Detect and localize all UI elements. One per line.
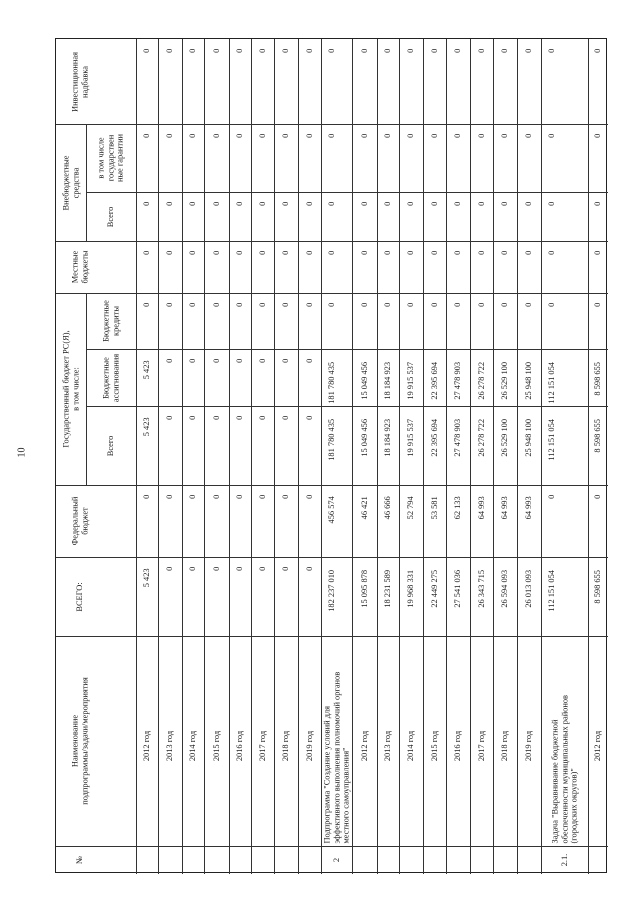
header-offbudget-guarantees: в том числе государствен ные гарантии: [96, 133, 125, 183]
cell-off-total: 0: [165, 201, 175, 207]
cell-off-guar: 0: [165, 133, 175, 139]
cell-off-total: 0: [235, 201, 245, 207]
row-name: Подпрограмма "Создание условий для эффективного выполнения полномочий органов местного самоуправления": [322, 671, 351, 844]
table-rule: [470, 39, 471, 874]
cell-state-assign: 27 478 903: [453, 361, 463, 400]
cell-invest: 0: [383, 48, 393, 54]
cell-off-total: 0: [429, 201, 439, 207]
cell-local: 0: [429, 250, 439, 256]
row-name: 2014 год: [406, 730, 416, 762]
cell-off-guar: 0: [257, 133, 267, 139]
cell-federal: 53 581: [429, 496, 439, 520]
cell-total: 5 423: [142, 568, 152, 588]
table-rule: [136, 846, 608, 847]
header-state-group: Государственный бюджет РС(Я), в том числе:: [61, 330, 80, 448]
cell-federal: 52 794: [406, 496, 416, 520]
cell-state-assign: 26 278 722: [476, 361, 486, 400]
cell-state-total: 112 151 054: [547, 419, 557, 461]
table-rule: [136, 241, 608, 242]
cell-total: 26 013 093: [524, 569, 534, 608]
cell-off-guar: 0: [593, 133, 603, 139]
row-name: 2019 год: [524, 730, 534, 762]
cell-state-assign: 0: [304, 358, 314, 364]
table-rule: [423, 39, 424, 874]
cell-total: 0: [165, 566, 175, 572]
row-name: 2012 год: [359, 730, 369, 762]
cell-federal: 0: [211, 494, 221, 500]
cell-invest: 0: [327, 48, 337, 54]
cell-off-guar: 0: [327, 133, 337, 139]
table-rule: [158, 39, 159, 874]
cell-off-guar: 0: [235, 133, 245, 139]
table-rule: [136, 39, 137, 874]
cell-invest: 0: [142, 48, 152, 54]
table-rule: [86, 192, 136, 193]
cell-total: 26 594 093: [500, 569, 510, 608]
table-rule: [588, 39, 589, 874]
header-local: Местные бюджеты: [70, 250, 89, 284]
budget-table: [55, 38, 607, 873]
cell-invest: 0: [281, 48, 291, 54]
cell-invest: 0: [406, 48, 416, 54]
table-rule: [136, 293, 608, 294]
cell-off-total: 0: [500, 201, 510, 207]
cell-invest: 0: [476, 48, 486, 54]
cell-state-credit: 0: [547, 302, 557, 308]
cell-federal: 0: [235, 494, 245, 500]
cell-invest: 0: [547, 48, 557, 54]
table-rule: [86, 293, 87, 485]
cell-state-total: 0: [165, 415, 175, 421]
cell-off-total: 0: [304, 201, 314, 207]
cell-state-total: 0: [281, 415, 291, 421]
cell-off-total: 0: [327, 201, 337, 207]
header-offbudget-total: Всего: [106, 206, 116, 227]
cell-total: 22 449 275: [429, 569, 439, 608]
cell-off-total: 0: [383, 201, 393, 207]
table-rule: [136, 485, 608, 486]
cell-invest: 0: [524, 48, 534, 54]
row-name: 2013 год: [165, 730, 175, 762]
cell-state-credit: 0: [593, 302, 603, 308]
cell-invest: 0: [211, 48, 221, 54]
cell-state-total: 8 598 655: [593, 418, 603, 453]
cell-state-assign: 5 423: [142, 360, 152, 380]
cell-state-total: 18 184 923: [383, 418, 393, 457]
cell-state-total: 19 915 537: [406, 418, 416, 457]
cell-total: 15 095 878: [359, 569, 369, 608]
table-rule: [136, 124, 608, 125]
cell-off-guar: 0: [476, 133, 486, 139]
cell-total: 0: [257, 566, 267, 572]
row-name: 2018 год: [500, 730, 510, 762]
header-state-total: Всего: [106, 435, 116, 456]
cell-off-guar: 0: [304, 133, 314, 139]
table-rule: [136, 349, 608, 350]
cell-total: 0: [304, 566, 314, 572]
cell-invest: 0: [188, 48, 198, 54]
cell-state-credit: 0: [188, 302, 198, 308]
cell-federal: 0: [304, 494, 314, 500]
cell-federal: 62 133: [453, 496, 463, 520]
cell-invest: 0: [500, 48, 510, 54]
cell-federal: 0: [142, 494, 152, 500]
cell-off-guar: 0: [188, 133, 198, 139]
table-rule: [56, 293, 136, 294]
header-total: ВСЕГО:: [75, 581, 85, 612]
cell-invest: 0: [165, 48, 175, 54]
cell-federal: 64 993: [500, 496, 510, 520]
cell-state-total: 0: [304, 415, 314, 421]
cell-state-assign: 19 915 537: [406, 361, 416, 400]
cell-federal: 0: [257, 494, 267, 500]
cell-off-guar: 0: [524, 133, 534, 139]
cell-off-guar: 0: [429, 133, 439, 139]
cell-total: 19 968 331: [406, 569, 416, 608]
cell-state-credit: 0: [524, 302, 534, 308]
cell-federal: 0: [281, 494, 291, 500]
cell-federal: 0: [593, 494, 603, 500]
table-rule: [352, 39, 353, 874]
cell-state-assign: 0: [281, 358, 291, 364]
row-name: 2018 год: [281, 730, 291, 762]
cell-state-assign: 26 529 100: [500, 361, 510, 400]
cell-local: 0: [281, 250, 291, 256]
cell-local: 0: [453, 250, 463, 256]
table-rule: [251, 39, 252, 874]
cell-total: 27 541 036: [453, 569, 463, 608]
row-name: 2017 год: [476, 730, 486, 762]
cell-invest: 0: [359, 48, 369, 54]
cell-off-total: 0: [453, 201, 463, 207]
cell-state-assign: 8 598 655: [593, 361, 603, 396]
table-rule: [204, 39, 205, 874]
cell-off-total: 0: [547, 201, 557, 207]
table-rule: [56, 485, 136, 486]
table-rule: [229, 39, 230, 874]
table-rule: [136, 557, 608, 558]
cell-total: 182 237 010: [327, 570, 337, 612]
cell-state-credit: 0: [406, 302, 416, 308]
header-num: №: [75, 856, 85, 864]
cell-state-assign: 112 151 054: [547, 362, 557, 404]
cell-state-credit: 0: [429, 302, 439, 308]
cell-off-guar: 0: [211, 133, 221, 139]
cell-off-total: 0: [281, 201, 291, 207]
cell-off-guar: 0: [383, 133, 393, 139]
table-rule: [136, 192, 608, 193]
header-name: Наименование подпрограммы/задачи/мероприятия: [70, 677, 89, 805]
cell-invest: 0: [429, 48, 439, 54]
table-rule: [298, 39, 299, 874]
cell-local: 0: [547, 250, 557, 256]
table-rule: [446, 39, 447, 874]
row-name: 2013 год: [383, 730, 393, 762]
cell-local: 0: [257, 250, 267, 256]
row-name: 2017 год: [257, 730, 267, 762]
cell-state-credit: 0: [142, 302, 152, 308]
cell-federal: 0: [188, 494, 198, 500]
cell-off-total: 0: [524, 201, 534, 207]
row-name: 2014 год: [188, 730, 198, 762]
row-num: 2: [331, 857, 341, 863]
cell-federal: 64 993: [476, 496, 486, 520]
cell-federal: 0: [165, 494, 175, 500]
cell-invest: 0: [453, 48, 463, 54]
cell-local: 0: [524, 250, 534, 256]
row-name: 2015 год: [429, 730, 439, 762]
cell-federal: 456 574: [327, 496, 337, 524]
cell-state-assign: 0: [165, 358, 175, 364]
cell-federal: 46 666: [383, 496, 393, 520]
table-rule: [493, 39, 494, 874]
cell-off-guar: 0: [281, 133, 291, 139]
row-name: 2012 год: [142, 730, 152, 762]
cell-federal: 46 421: [359, 496, 369, 520]
cell-local: 0: [304, 250, 314, 256]
cell-total: 0: [211, 566, 221, 572]
cell-state-credit: 0: [500, 302, 510, 308]
cell-off-total: 0: [406, 201, 416, 207]
cell-state-assign: 0: [235, 358, 245, 364]
cell-state-credit: 0: [211, 302, 221, 308]
cell-state-credit: 0: [383, 302, 393, 308]
cell-state-credit: 0: [304, 302, 314, 308]
cell-federal: 0: [547, 494, 557, 500]
table-rule: [274, 39, 275, 874]
cell-local: 0: [383, 250, 393, 256]
cell-state-total: 0: [188, 415, 198, 421]
cell-state-assign: 0: [257, 358, 267, 364]
cell-local: 0: [593, 250, 603, 256]
cell-total: 112 151 054: [547, 570, 557, 612]
cell-local: 0: [235, 250, 245, 256]
cell-federal: 64 993: [524, 496, 534, 520]
cell-off-guar: 0: [453, 133, 463, 139]
page-number: 10: [16, 447, 28, 458]
cell-local: 0: [476, 250, 486, 256]
cell-total: 0: [235, 566, 245, 572]
cell-total: 0: [281, 566, 291, 572]
cell-local: 0: [406, 250, 416, 256]
cell-state-total: 181 780 435: [327, 419, 337, 461]
cell-state-total: 27 478 903: [453, 418, 463, 457]
cell-off-total: 0: [211, 201, 221, 207]
cell-state-assign: 0: [188, 358, 198, 364]
cell-off-total: 0: [593, 201, 603, 207]
cell-state-total: 22 395 694: [429, 418, 439, 457]
cell-local: 0: [211, 250, 221, 256]
cell-off-total: 0: [359, 201, 369, 207]
header-federal: Федеральный бюджет: [70, 496, 89, 546]
table-rule: [136, 636, 608, 637]
cell-state-assign: 25 948 100: [524, 361, 534, 400]
cell-off-guar: 0: [359, 133, 369, 139]
cell-state-assign: 15 049 456: [359, 361, 369, 400]
cell-invest: 0: [257, 48, 267, 54]
cell-off-total: 0: [476, 201, 486, 207]
table-rule: [399, 39, 400, 874]
cell-state-credit: 0: [165, 302, 175, 308]
cell-off-guar: 0: [547, 133, 557, 139]
table-rule: [182, 39, 183, 874]
cell-off-guar: 0: [406, 133, 416, 139]
cell-state-credit: 0: [235, 302, 245, 308]
cell-state-total: 0: [257, 415, 267, 421]
cell-off-total: 0: [142, 201, 152, 207]
row-name: 2015 год: [211, 730, 221, 762]
header-state-assignments: Бюджетные ассигнования: [101, 353, 120, 402]
cell-off-total: 0: [257, 201, 267, 207]
cell-total: 0: [188, 566, 198, 572]
cell-local: 0: [142, 250, 152, 256]
cell-state-assign: 181 780 435: [327, 362, 337, 404]
cell-off-total: 0: [188, 201, 198, 207]
cell-state-total: 5 423: [142, 417, 152, 437]
cell-total: 8 598 655: [593, 569, 603, 604]
row-name: 2012 год: [593, 730, 603, 762]
header-offbudget-group: Внебюджетные средства: [61, 154, 80, 211]
cell-total: 26 343 715: [476, 569, 486, 608]
row-name: Задача "Выравнивание бюджетной обеспеченности муниципальных районов (городских округов)": [550, 695, 579, 844]
cell-local: 0: [327, 250, 337, 256]
cell-state-assign: 22 395 694: [429, 361, 439, 400]
cell-local: 0: [188, 250, 198, 256]
table-rule: [377, 39, 378, 874]
cell-state-total: 25 948 100: [524, 418, 534, 457]
table-rule: [541, 39, 542, 874]
cell-invest: 0: [304, 48, 314, 54]
table-rule: [136, 406, 608, 407]
table-rule: [86, 124, 87, 241]
table-rule: [56, 557, 136, 558]
table-rule: [86, 349, 136, 350]
cell-off-guar: 0: [500, 133, 510, 139]
cell-state-credit: 0: [359, 302, 369, 308]
row-name: 2016 год: [453, 730, 463, 762]
cell-state-total: 0: [211, 415, 221, 421]
cell-invest: 0: [593, 48, 603, 54]
cell-state-assign: 18 184 923: [383, 361, 393, 400]
cell-state-total: 0: [235, 415, 245, 421]
table-rule: [56, 636, 136, 637]
row-num: 2.1.: [559, 853, 569, 867]
table-rule: [56, 124, 136, 125]
header-state-credits: Бюджетные кредиты: [101, 300, 120, 342]
row-name: 2016 год: [235, 730, 245, 762]
cell-state-assign: 0: [211, 358, 221, 364]
cell-state-credit: 0: [453, 302, 463, 308]
row-name: 2019 год: [304, 730, 314, 762]
cell-state-credit: 0: [327, 302, 337, 308]
cell-state-credit: 0: [281, 302, 291, 308]
table-rule: [86, 406, 136, 407]
cell-state-total: 26 529 100: [500, 418, 510, 457]
cell-total: 18 231 589: [383, 569, 393, 608]
cell-state-credit: 0: [257, 302, 267, 308]
cell-invest: 0: [235, 48, 245, 54]
table-rule: [56, 846, 136, 847]
table-rule: [56, 241, 136, 242]
cell-local: 0: [165, 250, 175, 256]
cell-local: 0: [500, 250, 510, 256]
table-rule: [517, 39, 518, 874]
cell-state-credit: 0: [476, 302, 486, 308]
cell-state-total: 26 278 722: [476, 418, 486, 457]
cell-off-guar: 0: [142, 133, 152, 139]
cell-state-total: 15 049 456: [359, 418, 369, 457]
cell-local: 0: [359, 250, 369, 256]
header-invest: Инвестиционная надбавка: [70, 51, 89, 112]
